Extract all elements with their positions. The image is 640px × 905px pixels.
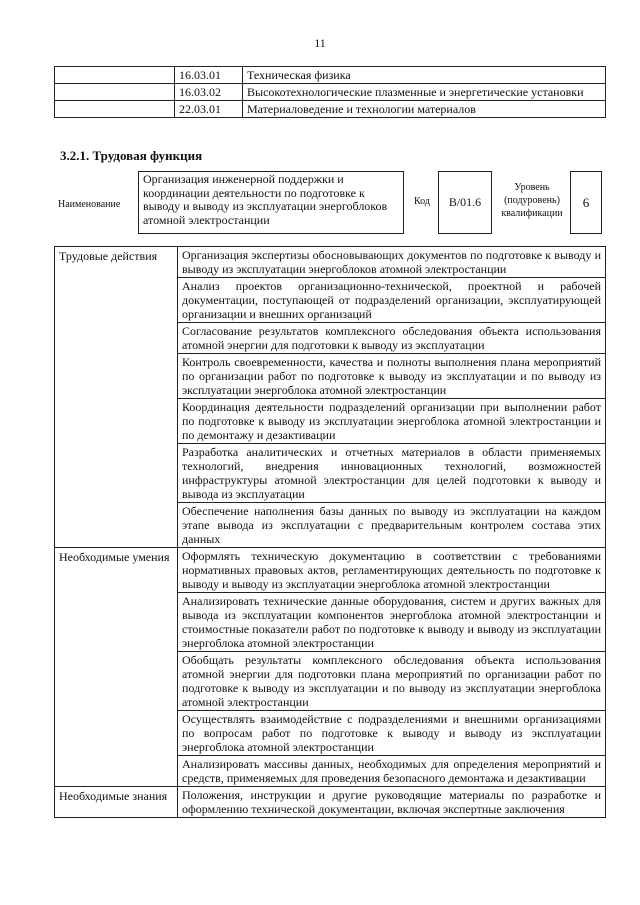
section-item: Анализ проектов организационно-технической, проектной и рабочей документации, поступающей от подразделений организации, эксплуатирующей организации и внешних организаций [178, 278, 606, 323]
function-code: B/01.6 [438, 171, 492, 234]
function-name: Организация инженерной поддержки и координации деятельности по подготовке к выводу и выводу из эксплуатации энергоблоков атомной электростанции [138, 171, 404, 234]
table-row [55, 548, 606, 593]
section-item: Обобщать результаты комплексного обследования объекта использования атомной энергии для подготовки плана мероприятий по организации работ по подготовке к выводу из эксплуатации и по выводу из эксплуатации энергоблока атомной электростанции [178, 652, 606, 711]
code-cell: 22.03.01 [175, 101, 243, 118]
section-item: Анализировать технические данные оборудования, систем и других важных для вывода из эксплуатации компонентов энергоблока атомной электростанции и стоимостные показатели работ по подготовке к выводу и выводу из эксплуатации энергоблока атомной электростанции [178, 593, 606, 652]
education-table [54, 66, 606, 118]
code-label: Код [414, 196, 430, 207]
name-cell: Высокотехнологические плазменные и энергетические установки [243, 84, 606, 101]
code-cell: 16.03.01 [175, 67, 243, 84]
section-item: Положения, инструкции и другие руководящие материалы по разработке и оформлению технической документации, включая экспертные заключения [178, 787, 606, 818]
empty-cell [55, 101, 175, 118]
section-item: Контроль своевременности, качества и полноты выполнения плана мероприятий по организации работ по подготовке к выводу из эксплуатации и по выводу из эксплуатации энергоблока атомной электростанции [178, 354, 606, 399]
name-cell: Техническая физика [243, 67, 606, 84]
section-item: Оформлять техническую документацию в соответствии с требованиями нормативных правовых актов, регламентирующих деятельность по подготовке к выводу и выводу из эксплуатации энергоблока атомной электростанции [178, 548, 606, 593]
section-item: Осуществлять взаимодействие с подразделениями и внешними организациями по вопросам работ по подготовке к выводу и выводу из эксплуатации энергоблока атомной электростанции [178, 711, 606, 756]
section-item: Организация экспертизы обосновывающих документов по подготовке к выводу и выводу из эксплуатации энергоблоков атомной электростанции [178, 247, 606, 278]
table-row [55, 67, 606, 84]
table-row [55, 84, 606, 101]
section-item: Обеспечение наполнения базы данных по выводу из эксплуатации на каждом этапе вывода из эксплуатации с предварительным контролем состава этих данных [178, 503, 606, 548]
name-cell: Материаловедение и технологии материалов [243, 101, 606, 118]
section-item: Согласование результатов комплексного обследования объекта использования атомной энергии для подготовки к выводу из эксплуатации [178, 323, 606, 354]
section-item: Координация деятельности подразделений организации при выполнении работ по подготовке к выводу из эксплуатации энергоблока атомной электростанции и по демонтажу и дезактивации [178, 399, 606, 444]
function-level: 6 [570, 171, 602, 234]
section-heading: Трудовые действия [55, 247, 178, 548]
section-title: 3.2.1. Трудовая функция [60, 148, 203, 163]
table-row [55, 101, 606, 118]
table-row [55, 247, 606, 278]
function-details-table [54, 246, 606, 818]
empty-cell [55, 84, 175, 101]
code-cell: 16.03.02 [175, 84, 243, 101]
section-item: Разработка аналитических и отчетных материалов в области применяемых технологий, внедрения инновационных технологий, возможностей инфраструктуры атомной электростанции для целей подготовки к выводу и вывода из эксплуатации [178, 444, 606, 503]
section-item: Анализировать массивы данных, необходимых для определения мероприятий и средств, применяемых для проведения безопасного демонтажа и дезактивации [178, 756, 606, 787]
section-heading: Необходимые знания [55, 787, 178, 818]
page-number: 11 [314, 36, 326, 50]
section-heading: Необходимые умения [55, 548, 178, 787]
table-row [55, 787, 606, 818]
name-label: Наименование [58, 199, 121, 210]
level-label: Уровень (подуровень) квалификации [501, 182, 563, 219]
empty-cell [55, 67, 175, 84]
